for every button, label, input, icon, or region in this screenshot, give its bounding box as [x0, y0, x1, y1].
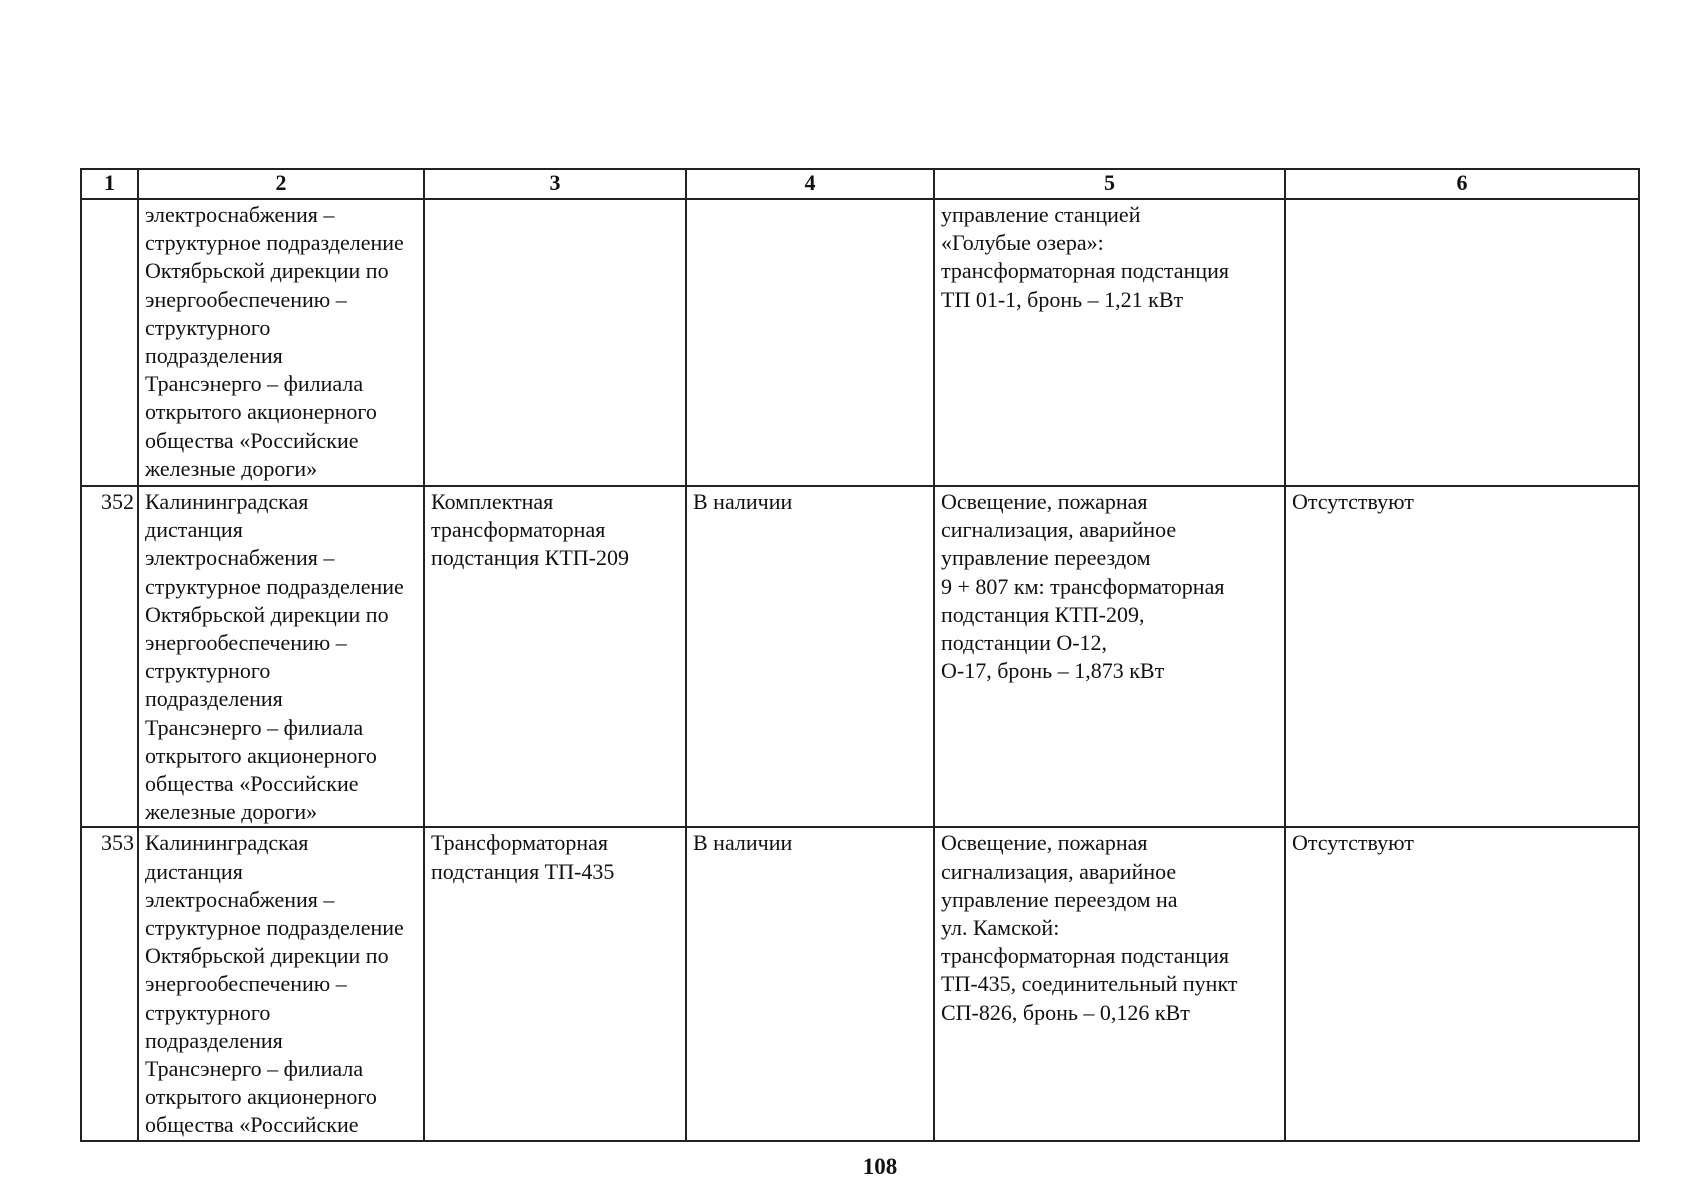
availability-text: В наличии — [693, 830, 793, 856]
header-cell-col-6: 6 — [1285, 169, 1639, 199]
consumers-cell — [934, 827, 1285, 1140]
organization-text: электроснабжения – структурное подразделение Октябрьской дирекции по энергообеспечению – структурного подразделения Трансэнерго – филиала открытого акционерного общества «Российские железные дороги» — [145, 202, 404, 481]
row-number: 352 — [101, 489, 134, 514]
notes-cell — [1285, 486, 1639, 827]
table-row — [81, 199, 1639, 486]
header-cell-col-4: 4 — [686, 169, 934, 199]
organization-cell — [138, 486, 424, 827]
consumers-cell — [934, 199, 1285, 486]
availability-text: В наличии — [693, 489, 793, 514]
availability-cell — [686, 199, 934, 486]
source-text: Трансформаторная подстанция ТП-435 — [431, 830, 615, 884]
organization-cell — [138, 827, 424, 1140]
consumers-text: Освещение, пожарная сигнализация, аварийное управление переездом на ул. Камской: трансформаторная подстанция ТП-435, соединительный пункт СП-826, бронь – 0,126 кВт — [941, 830, 1238, 1025]
row-number-cell — [81, 486, 138, 827]
row-number-cell — [81, 199, 138, 486]
organization-text: Калининградская дистанция электроснабжения – структурное подразделение Октябрьской дирекции по энергообеспечению – структурного подразделения Трансэнерго – филиала открытого акционерного общества «Российские — [145, 830, 404, 1138]
notes-cell — [1285, 827, 1639, 1140]
source-text: Комплектная трансформаторная подстанция КТП-209 — [431, 489, 630, 571]
availability-cell — [686, 827, 934, 1140]
consumers-cell — [934, 486, 1285, 827]
availability-cell — [686, 486, 934, 827]
organization-cell — [138, 199, 424, 486]
page-number: 108 — [862, 1154, 898, 1179]
header-cell-col-2: 2 — [138, 169, 424, 199]
source-cell — [424, 827, 686, 1140]
table-header-row — [81, 169, 1639, 199]
header-cell-col-3: 3 — [424, 169, 686, 199]
header-cell-col-1: 1 — [81, 169, 138, 199]
organization-text: Калининградская дистанция электроснабжения – структурное подразделение Октябрьской дирекции по энергообеспечению – структурного подразделения Трансэнерго – филиала открытого акционерного общества «Российские железные дороги» — [145, 489, 404, 825]
source-cell — [424, 486, 686, 827]
source-cell — [424, 199, 686, 486]
notes-text: Отсутствуют — [1292, 489, 1414, 514]
consumers-text: управление станцией «Голубые озера»: трансформаторная подстанция ТП 01-1, бронь – 1,21 кВт — [941, 202, 1230, 312]
header-cell-col-5: 5 — [934, 169, 1285, 199]
consumers-text: Освещение, пожарная сигнализация, аварийное управление переездом 9 + 807 км: трансформаторная подстанция КТП-209, подстанции О-12, О-17, бронь – 1,873 кВт — [941, 489, 1225, 684]
row-number-cell — [81, 827, 138, 1140]
table-row — [81, 827, 1639, 1140]
notes-cell — [1285, 199, 1639, 486]
row-number: 353 — [101, 830, 134, 856]
data-table — [80, 168, 1640, 1142]
table-row — [81, 486, 1639, 827]
notes-text: Отсутствуют — [1292, 830, 1414, 856]
